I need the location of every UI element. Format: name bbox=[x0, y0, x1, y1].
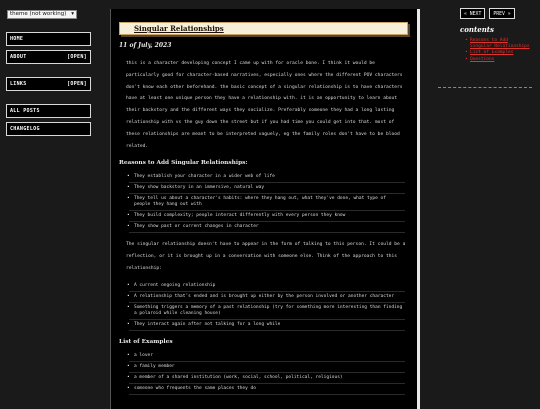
toc-item[interactable] bbox=[470, 38, 530, 49]
nav-item-links[interactable] bbox=[6, 77, 91, 91]
nav-item-all-posts[interactable] bbox=[6, 104, 91, 118]
nav-item-label: LINKS bbox=[10, 81, 27, 87]
toc-link[interactable]: List of Examples bbox=[470, 50, 514, 55]
prev-button[interactable]: PREV » bbox=[489, 8, 514, 19]
reasons-heading: Reasons to Add Singular Relationships: bbox=[119, 160, 248, 167]
nav-item-about[interactable] bbox=[6, 50, 91, 64]
post-container bbox=[110, 9, 420, 409]
post-intro: this is a character developing concept I came up with for oracle bone. I think it would be particularly good for character-based narratives, especially ones where the different POV characters don't know each other beforehand. the basic concept of a singular relationship is to have characters have at least one unique person they have a relationship with. it is an opportunity to learn about their backstory and the different ways they socialize. Preferably someone they had a long lasting relationship with vs the guy down the street but if you had time you could get into that. most of these relationships are meant to be interpreted vaguely, eg the family roles don't have to be blood related. bbox=[126, 61, 403, 149]
post-title: Singular Relationships bbox=[119, 22, 408, 35]
list-item: • a family member bbox=[129, 362, 405, 373]
nav-item-changelog[interactable] bbox=[6, 122, 91, 136]
nav-item-label: CHANGELOG bbox=[10, 126, 40, 132]
toc-item[interactable] bbox=[470, 57, 530, 63]
list-item: • Something triggers a memory of a past relationship (try for something more interesting than finding a polaroid while cleaning house) bbox=[129, 303, 405, 320]
list-item: • They show past or current changes in character bbox=[129, 222, 405, 233]
post-middle-paragraph: The singular relationship doesn't have to appear in the form of talking to this person. It could be a reflection, or it is brought up in a conversation with someone else. Think of the approach to this relationship: bbox=[126, 242, 406, 271]
nav-item-label: HOME bbox=[10, 36, 24, 42]
list-item: • A relationship that's ended and is brought up either by the person involved or another character bbox=[129, 292, 405, 303]
list-item: • They establish your character in a wider web of life bbox=[129, 172, 405, 183]
approaches-list bbox=[129, 281, 405, 331]
list-item: • They build complexity; people interact differently with every person they know bbox=[129, 211, 405, 222]
list-item: • A current ongoing relationship bbox=[129, 281, 405, 292]
list-item: • They show backstory in an immersive, natural way bbox=[129, 183, 405, 194]
nav-item-extra[interactable]: [OPEN] bbox=[67, 81, 87, 87]
nav-item-label: ABOUT bbox=[10, 54, 27, 60]
examples-list bbox=[129, 351, 405, 395]
examples-heading: List of Examples bbox=[119, 338, 173, 345]
nav-item-label: ALL POSTS bbox=[10, 108, 40, 114]
next-button[interactable]: « NEXT bbox=[460, 8, 485, 19]
reasons-list bbox=[129, 172, 405, 233]
list-item: • They interact again after not talking for a long while bbox=[129, 320, 405, 331]
toc-item[interactable] bbox=[470, 50, 530, 56]
theme-select-value: theme (not working) bbox=[10, 11, 67, 17]
sidebar-divider bbox=[438, 87, 532, 88]
post-date: 11 of July, 2023 bbox=[119, 42, 172, 49]
theme-select[interactable] bbox=[7, 10, 77, 19]
toc-link[interactable]: Reasons to Add Singular Relationships bbox=[470, 38, 530, 49]
list-item: • They tell us about a character's habits: where they hang out, what they've done, what type of people they hang out with bbox=[129, 194, 405, 211]
list-item: • a member of a shared institution (work, social, school, political, religious) bbox=[129, 373, 405, 384]
table-of-contents bbox=[470, 38, 530, 62]
nav-item-extra[interactable]: [OPEN] bbox=[67, 54, 87, 60]
contents-title: contents bbox=[460, 25, 494, 34]
left-nav bbox=[6, 32, 91, 140]
right-sidebar bbox=[460, 8, 530, 63]
toc-link[interactable]: Questions bbox=[470, 56, 495, 62]
list-item: • a lover bbox=[129, 351, 405, 362]
list-item: • someone who frequents the same places they do bbox=[129, 384, 405, 395]
chevron-down-icon: ▾ bbox=[71, 11, 74, 17]
nav-item-home[interactable] bbox=[6, 32, 91, 46]
